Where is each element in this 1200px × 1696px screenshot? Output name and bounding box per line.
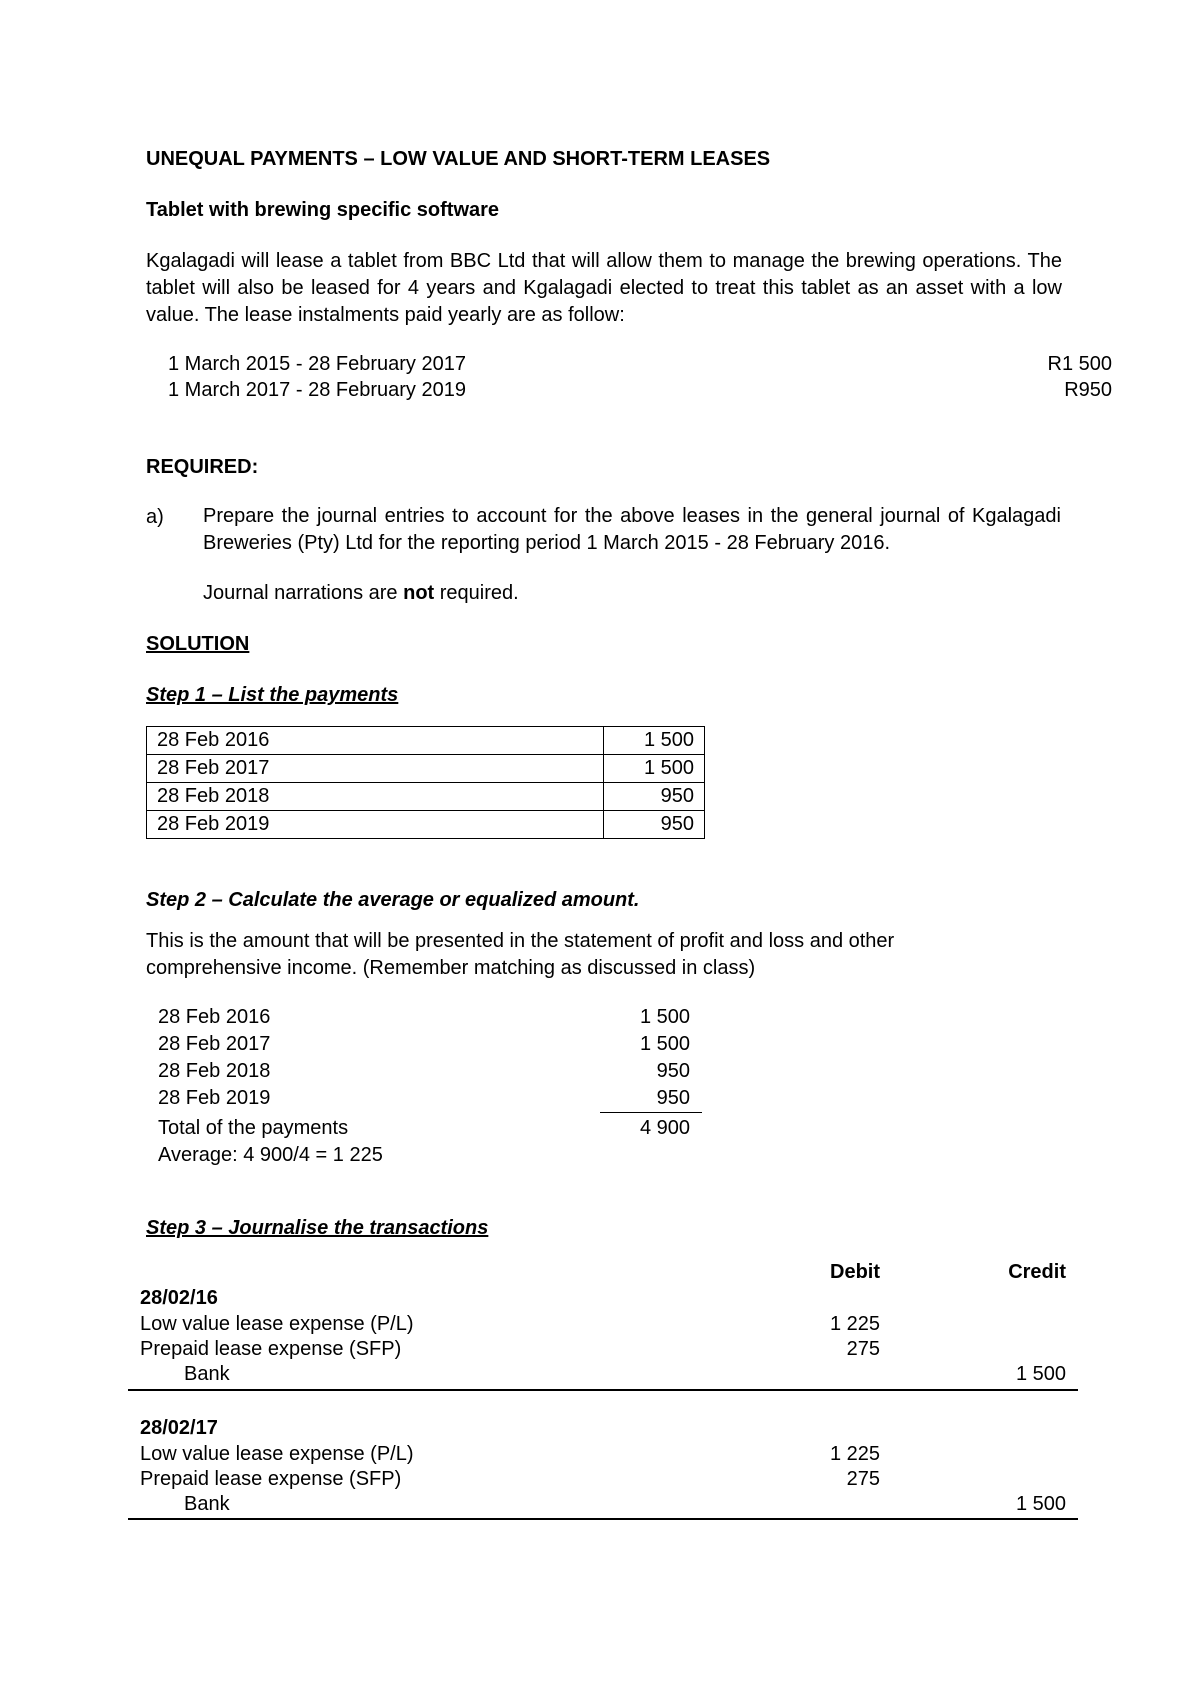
list-item-amount: 1 500: [639, 1006, 690, 1028]
list-item-amount: 950: [656, 1087, 690, 1109]
entry-account: Bank: [184, 1363, 230, 1385]
entry-account: Low value lease expense (P/L): [140, 1443, 414, 1465]
list-item-amount: 950: [656, 1060, 690, 1082]
narration-note-bold: not: [403, 582, 435, 604]
required-text: Prepare the journal entries to account for the above leases in the general journal of Kgalagadi Breweries (Pty) Ltd for the reporting period 1 March 2015 - 28 February 2016.: [203, 505, 1061, 554]
narration-note-a: Journal narrations are: [203, 582, 404, 604]
payments-table: [146, 726, 705, 839]
step3-heading: Step 3 – Journalise the transactions: [146, 1217, 489, 1239]
list-item-date: 28 Feb 2017: [158, 1033, 271, 1055]
payment-date: 28 Feb 2017: [147, 755, 604, 783]
entry-credit: 1 500: [1015, 1493, 1066, 1515]
intro-paragraph: Kgalagadi will lease a tablet from BBC Ltd that will allow them to manage the brewing operations. The tablet will also be leased for 4 years and Kgalagadi elected to treat this tablet as an asset with a low value. The lease instalments paid yearly are as follow:: [146, 250, 1062, 326]
table-row: [147, 811, 705, 839]
table-row: [147, 727, 705, 755]
payment-amount: 1 500: [604, 755, 705, 783]
solution-heading: SOLUTION: [146, 633, 250, 655]
required-heading: REQUIRED:: [146, 456, 259, 478]
required-label: a): [146, 506, 164, 528]
payment-date: 28 Feb 2016: [147, 727, 604, 755]
entry-account: Prepaid lease expense (SFP): [140, 1338, 402, 1360]
list-item-date: 28 Feb 2019: [158, 1087, 271, 1109]
entry-account: Bank: [184, 1493, 230, 1515]
entry-date: 28/02/16: [140, 1287, 218, 1309]
average-line: Average: 4 900/4 = 1 225: [158, 1144, 383, 1166]
instalment-period: 1 March 2017 - 28 February 2019: [168, 379, 466, 401]
instalment-amount: R1 500: [1047, 353, 1112, 375]
payment-date: 28 Feb 2018: [147, 783, 604, 811]
total-label: Total of the payments: [158, 1117, 349, 1139]
narration-note-b: required.: [434, 582, 519, 604]
total-value: 4 900: [639, 1117, 690, 1139]
entry-account: Low value lease expense (P/L): [140, 1313, 414, 1335]
step2-text: This is the amount that will be presented in the statement of profit and loss and other comprehensive income. (Remember matching as discussed in class): [146, 930, 895, 979]
credit-header: Credit: [1008, 1261, 1066, 1283]
entry-divider: [128, 1518, 1078, 1520]
entry-account: Prepaid lease expense (SFP): [140, 1468, 402, 1490]
subtitle: Tablet with brewing specific software: [146, 199, 500, 221]
list-item-date: 28 Feb 2018: [158, 1060, 271, 1082]
entry-debit: 275: [846, 1468, 880, 1490]
step1-heading: Step 1 – List the payments: [146, 684, 399, 706]
list-item-date: 28 Feb 2016: [158, 1006, 271, 1028]
step2-heading: Step 2 – Calculate the average or equalized amount.: [146, 889, 640, 911]
entry-credit: 1 500: [1015, 1363, 1066, 1385]
payment-date: 28 Feb 2019: [147, 811, 604, 839]
debit-header: Debit: [830, 1261, 880, 1283]
table-row: [147, 755, 705, 783]
instalment-period: 1 March 2015 - 28 February 2017: [168, 353, 466, 375]
narration-note: [203, 581, 519, 605]
entry-debit: 275: [846, 1338, 880, 1360]
payment-amount: 1 500: [604, 727, 705, 755]
entry-debit: 1 225: [829, 1443, 880, 1465]
page-title: UNEQUAL PAYMENTS – LOW VALUE AND SHORT-TERM LEASES: [146, 148, 771, 170]
payment-amount: 950: [604, 811, 705, 839]
entry-date: 28/02/17: [140, 1417, 218, 1439]
table-row: [147, 783, 705, 811]
list-item-amount: 1 500: [639, 1033, 690, 1055]
total-rule: [600, 1112, 702, 1113]
entry-debit: 1 225: [829, 1313, 880, 1335]
entry-divider: [128, 1389, 1078, 1391]
payment-amount: 950: [604, 783, 705, 811]
instalment-amount: R950: [1064, 379, 1112, 401]
